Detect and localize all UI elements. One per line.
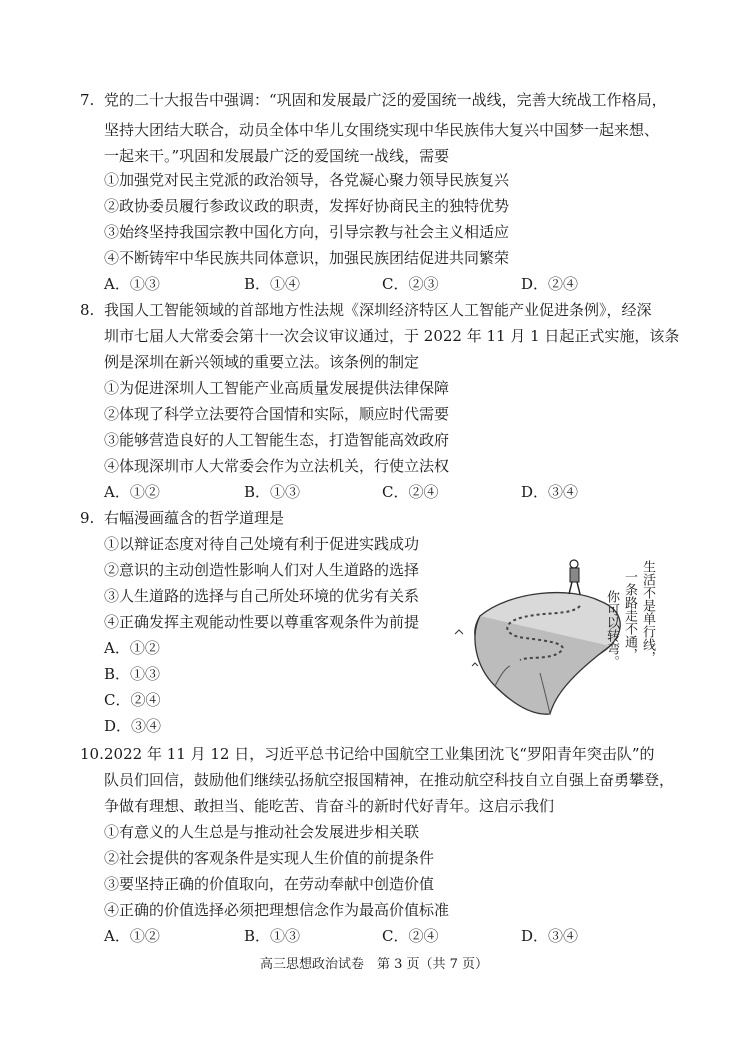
question-number: 9. (80, 509, 95, 527)
option-a[interactable]: A．①② (104, 483, 160, 501)
question-number: 8. (80, 301, 95, 319)
question-stem: 坚持大团结大联合，动员全体中华儿女围绕实现中华民族伟大复兴中国梦一起来想、 (104, 121, 660, 139)
statement-item: ①以辩证态度对待自己处境有利于促进实践成功 (104, 535, 420, 553)
option-b[interactable]: B．①④ (244, 275, 301, 293)
question-stem: 争做有理想、敢担当、能吃苦、肯奋斗的新时代好青年。这启示我们 (104, 797, 555, 815)
option-c[interactable]: C．②③ (382, 275, 439, 293)
statement-item: ①为促进深圳人工智能产业高质量发展提供法律保障 (104, 379, 450, 397)
question-stem: 右幅漫画蕴含的哲学道理是 (104, 509, 285, 527)
statement-item: ②意识的主动创造性影响人们对人生道路的选择 (104, 561, 420, 579)
statement-item: ②社会提供的客观条件是实现人生价值的前提条件 (104, 849, 435, 867)
statement-item: ③人生道路的选择与自己所处环境的优劣有关系 (104, 587, 420, 605)
option-b[interactable]: B．①③ (244, 927, 301, 945)
question-stem: 2022 年 11 月 12 日，习近平总书记给中国航空工业集团沈飞“罗阳青年突击队”的 (104, 745, 655, 763)
question-stem: 党的二十大报告中强调：“巩固和发展最广泛的爱国统一战线，完善大统战工作格局， (104, 91, 667, 109)
cartoon-drawing (450, 556, 700, 726)
cartoon-caption-2: 一条路走不通， (622, 570, 637, 661)
question-number: 7. (80, 91, 95, 109)
statement-item: ②政协委员履行参政议政的职责，发挥好协商民主的独特优势 (104, 197, 510, 215)
option-c[interactable]: C．②④ (382, 483, 439, 501)
option-c[interactable]: C．②④ (104, 691, 161, 709)
cartoon-caption-3: 你可以转弯。 (604, 590, 619, 668)
option-b[interactable]: B．①③ (244, 483, 301, 501)
statement-item: ①有意义的人生总是与推动社会发展进步相关联 (104, 823, 420, 841)
question-stem: 我国人工智能领域的首部地方性法规《深圳经济特区人工智能产业促进条例》，经深 (104, 301, 652, 319)
option-b[interactable]: B．①③ (104, 665, 161, 683)
statement-item: ④正确发挥主观能动性要以尊重客观条件为前提 (104, 613, 420, 631)
statement-item: ③要坚持正确的价值取向，在劳动奉献中创造价值 (104, 875, 435, 893)
statement-item: ④体现深圳市人大常委会作为立法机关，行使立法权 (104, 457, 450, 475)
question-stem: 队员们回信，鼓励他们继续弘扬航空报国精神，在推动航空科技自立自强上奋勇攀登， (104, 771, 675, 789)
statement-item: ①加强党对民主党派的政治领导，各党凝心聚力领导民族复兴 (104, 171, 510, 189)
statement-item: ③能够营造良好的人工智能生态，打造智能高效政府 (104, 431, 450, 449)
question-stem: 一起来干。”巩固和发展最广泛的爱国统一战线，需要 (104, 147, 450, 165)
option-c[interactable]: C．②④ (382, 927, 439, 945)
option-a[interactable]: A．①③ (104, 275, 160, 293)
question-stem: 例是深圳在新兴领域的重要立法。该条例的制定 (104, 353, 420, 371)
statement-item: ④不断铸牢中华民族共同体意识，加强民族团结促进共同繁荣 (104, 249, 510, 267)
option-d[interactable]: D．③④ (521, 483, 579, 501)
question-stem: 圳市七届人大常委会第十一次会议审议通过，于 2022 年 11 月 1 日起正式实施，该条 (104, 327, 680, 345)
statement-item: ④正确的价值选择必须把理想信念作为最高价值标准 (104, 901, 450, 919)
option-a[interactable]: A．①② (104, 927, 160, 945)
option-a[interactable]: A．①② (104, 639, 160, 657)
statement-item: ②体现了科学立法要符合国情和实际，顺应时代需要 (104, 405, 450, 423)
option-d[interactable]: D．③④ (104, 717, 162, 735)
statement-item: ③始终坚持我国宗教中国化方向，引导宗教与社会主义相适应 (104, 223, 510, 241)
page-footer: 高三思想政治试卷 第 3 页（共 7 页） (259, 957, 489, 972)
cartoon-illustration (450, 556, 700, 726)
option-d[interactable]: D．③④ (521, 927, 579, 945)
question-number: 10. (80, 745, 104, 763)
cartoon-caption-1: 生活不是单行线， (640, 560, 655, 664)
option-d[interactable]: D．②④ (521, 275, 579, 293)
